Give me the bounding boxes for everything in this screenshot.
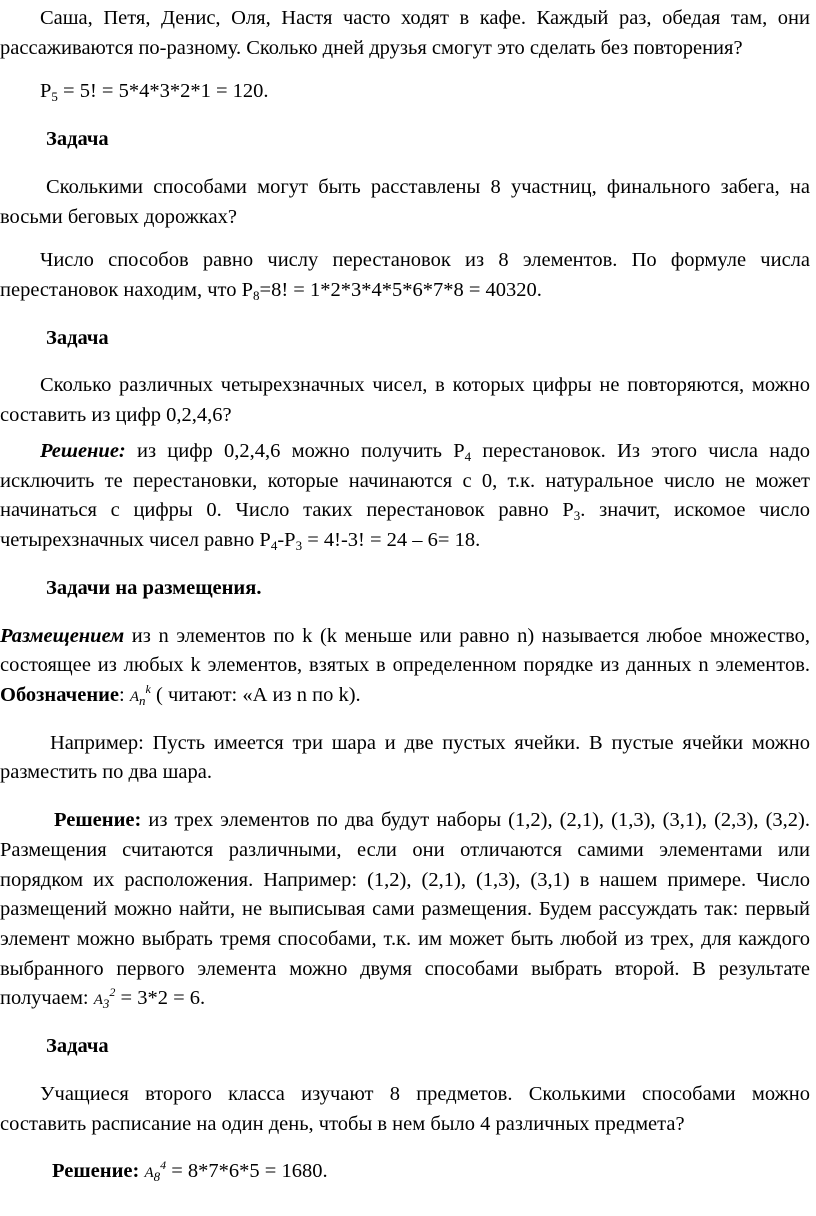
heading-arrangements: Задачи на размещения. xyxy=(46,576,262,599)
solution-label: Решение: xyxy=(40,439,126,462)
notation-label: Обозначение xyxy=(0,683,120,706)
paragraph-schedule-solution: Решение: $A_8^4 = 8*7*6*5 = 1680$. xyxy=(52,1158,328,1185)
formula-p5: $P_5 = 5$! = 5*4*3*2*1 = 120. xyxy=(40,80,269,105)
paragraph-cafe-problem: Саша, Петя, Денис, Оля, Настя часто ходят в кафе. Каждый раз, обедая там, они рассаживаются по-разному. Сколько дней друзья смогут это сделать без повторения? xyxy=(0,7,810,59)
paragraph-runners-solution: Число способов равно числу перестановок из 8 элементов. По формуле числа перестановок находим, что $P_8=8$! = 1*2*3*4*5*6*7*8 = 40320. xyxy=(0,249,810,304)
solution-label: Решение: xyxy=(52,1160,140,1183)
paragraph-digits-problem: Сколько различных четырехзначных чисел, в которых цифры не повторяются, можно составить из цифр 0,2,4,6? xyxy=(0,374,810,427)
formula-a84: $A_8^4$ xyxy=(144,1158,167,1185)
term-arrangement: Размещением xyxy=(0,624,125,647)
paragraph-runners-problem: Сколькими способами могут быть расставлены 8 участниц, финального забега, на восьми беговых дорожках? xyxy=(0,175,810,228)
paragraph-digits-solution: Решение: из цифр 0,2,4,6 можно получить $P_4$ перестановок. Из этого числа надо исключить те перестановки, которые начинаются с 0, т.к. натуральное число не может начинаться с цифры 0. Число таких перестановок равно $P_3$. значит, искомое число четырехзначных чисел равно $P_4-P_3 = 4!-3$! = 24 – 6= 18. xyxy=(0,439,810,554)
heading-task-2: Задача xyxy=(46,326,109,349)
heading-task-3: Задача xyxy=(46,1035,109,1058)
paragraph-balls-solution: Решение: из трех элементов по два будут наборы (1,2), (2,1), (1,3), (3,1), (2,3), (3,2). Размещения считаются различными, если они отличаются самими элементами или порядком их расположения. Например: (1,2), (2,1), (1,3), (3,1) в нашем примере. Число размещений можно найти, не выписывая сами размещения. Будем рассуждать так: первый элемент можно выбрать тремя способами, т.к. им может быть любой из трех, для каждого выбранного первого элемента можно двумя способами выбрать второй. В результате получаем: $A_3^2 = 3*2 = 6$. xyxy=(0,809,810,1012)
formula-a32: $A_3^2$ xyxy=(93,985,116,1012)
paragraph-schedule-problem: Учащиеся второго класса изучают 8 предметов. Сколькими способами можно составить расписание на один день, чтобы в нем было 4 различных предмета? xyxy=(0,1082,810,1135)
heading-task-1: Задача xyxy=(46,128,109,151)
notation-formula: $A_n^k$ xyxy=(129,681,151,708)
paragraph-arrangement-definition: Размещением из n элементов по k (k меньше или равно n) называется любое множество, состоящее из любых k элементов, взятых в определенном порядке из данных n элементов. Обозначение: $A_n^k$ ( читают: «А из n по k). xyxy=(0,624,810,708)
paragraph-balls-example: Например: Пусть имеется три шара и две пустых ячейки. В пустые ячейки можно разместить по два шара. xyxy=(0,731,810,784)
solution-label: Решение: xyxy=(54,809,142,832)
